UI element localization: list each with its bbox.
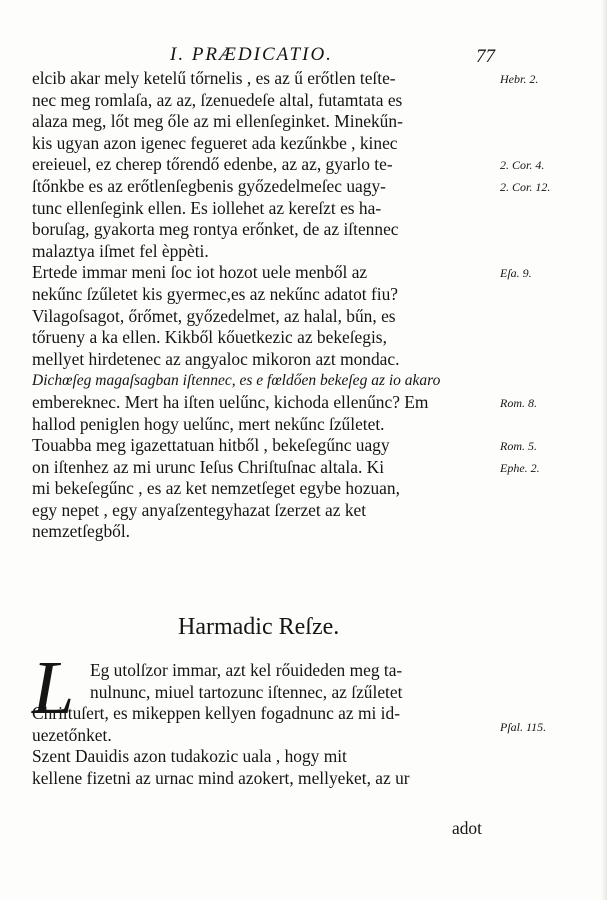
page-number: 77 (476, 46, 495, 67)
text-line: nekűnc ſzűletet kis gyermec,es az nekűnc adatot fiu? (32, 283, 399, 304)
text-line: ereieuel, ez cherep tőrendő edenbe, az az, gyarlo te- (32, 154, 393, 175)
drop-cap: L (32, 646, 75, 730)
text-line: Ertede immar meni ſoc iot hozot uele menből az (32, 262, 368, 283)
text-line: egy nepet , egy anyaſzentegyhazat ſzerzet az ket (32, 499, 367, 520)
margin-note: Rom. 8. (500, 396, 537, 410)
running-head: I. PRÆDICATIO. (170, 44, 333, 65)
margin-note: Rom. 5. (500, 439, 537, 454)
section-text-line: nulnunc, miuel tartozunc iſtennec, az ſzűletet (90, 681, 403, 702)
margin-note: Eſa. 9. (500, 266, 532, 281)
body-text (32, 68, 502, 543)
text-line: tőrueny a ka ellen. Kikből kőuetkezic az bekeſegis, (32, 327, 387, 348)
section-text-line: uezetőnket. (32, 724, 112, 745)
section-text-line: Eg utolſzor immar, azt kel rőuideden meg ta- (90, 660, 403, 680)
text-line: mi bekeſegűnc , es az ket nemzetſeget egybe hozuan, (32, 478, 400, 499)
section-heading: Harmadic Reſze. (178, 614, 340, 640)
section-text-line: Chriſtuſert, es mikeppen kellyen fogadnunc az mi id- (32, 703, 400, 724)
text-line: kis ugyan azon igenec fegueret ada kezűnkbe , kinec (32, 132, 398, 153)
text-line: ſtőnkbe es az erőtlenſegbenis győzedelmeſec uagy- (32, 175, 386, 196)
text-line: malaztya iſmet fel èppèti. (32, 240, 209, 261)
text-line: boruſag, gyakorta meg rontya erőnket, de az iſtennec (32, 219, 399, 240)
section-text-line: Szent Dauidis azon tudakozic uala , hogy mit (32, 746, 347, 767)
section-text-line: kellene fizetni az urnac mind azokert, mellyeket, az ur (32, 767, 410, 788)
text-line: mellyet hirdetenec az angyaloc mikoron azt mondac. (32, 348, 400, 369)
section-text (32, 660, 502, 790)
text-line: nec meg romlaſa, az az, ſzenuedeſe altal, futamtata es (32, 89, 403, 110)
text-line: nemzetſegből. (32, 521, 131, 542)
text-line: tunc ellenſegink ellen. Es iollehet az kereſzt es ha- (32, 197, 382, 218)
text-line: on iſtenhez az mi urunc Ieſus Chriſtuſnac altala. Ki (32, 456, 385, 477)
text-line: Touabba meg igazettatuan hitből , bekeſegűnc uagy (32, 435, 390, 456)
text-line: embereknec. Mert ha iſten uelűnc, kichoda ellenűnc? Em (32, 391, 429, 412)
text-line: Dichœſeg magaſsagban iſtennec, es e fœldően bekeſeg az io akaro (32, 372, 441, 390)
margin-note: Hebr. 2. (500, 72, 539, 86)
text-line: hallod peniglen hogy uelűnc, mert nekűnc ſzűletet. (32, 413, 385, 434)
margin-note: 2. Cor. 4. (500, 158, 545, 173)
text-line: Vilagoſsagot, őrőmet, győzedelmet, az halal, bűn, es (32, 305, 396, 326)
text-line: alaza meg, lőt meg őle az mi ellenſeginket. Minekűn- (32, 111, 403, 132)
catchword: adot (452, 818, 482, 838)
margin-note: 2. Cor. 12. (500, 180, 551, 194)
text-line: elcib akar mely ketelű tőrnelis , es az ű erőtlen teſte- (32, 68, 396, 88)
page-edge-shadow (601, 0, 607, 900)
margin-note: Pſal. 115. (500, 720, 547, 735)
margin-note: Ephe. 2. (500, 460, 540, 475)
